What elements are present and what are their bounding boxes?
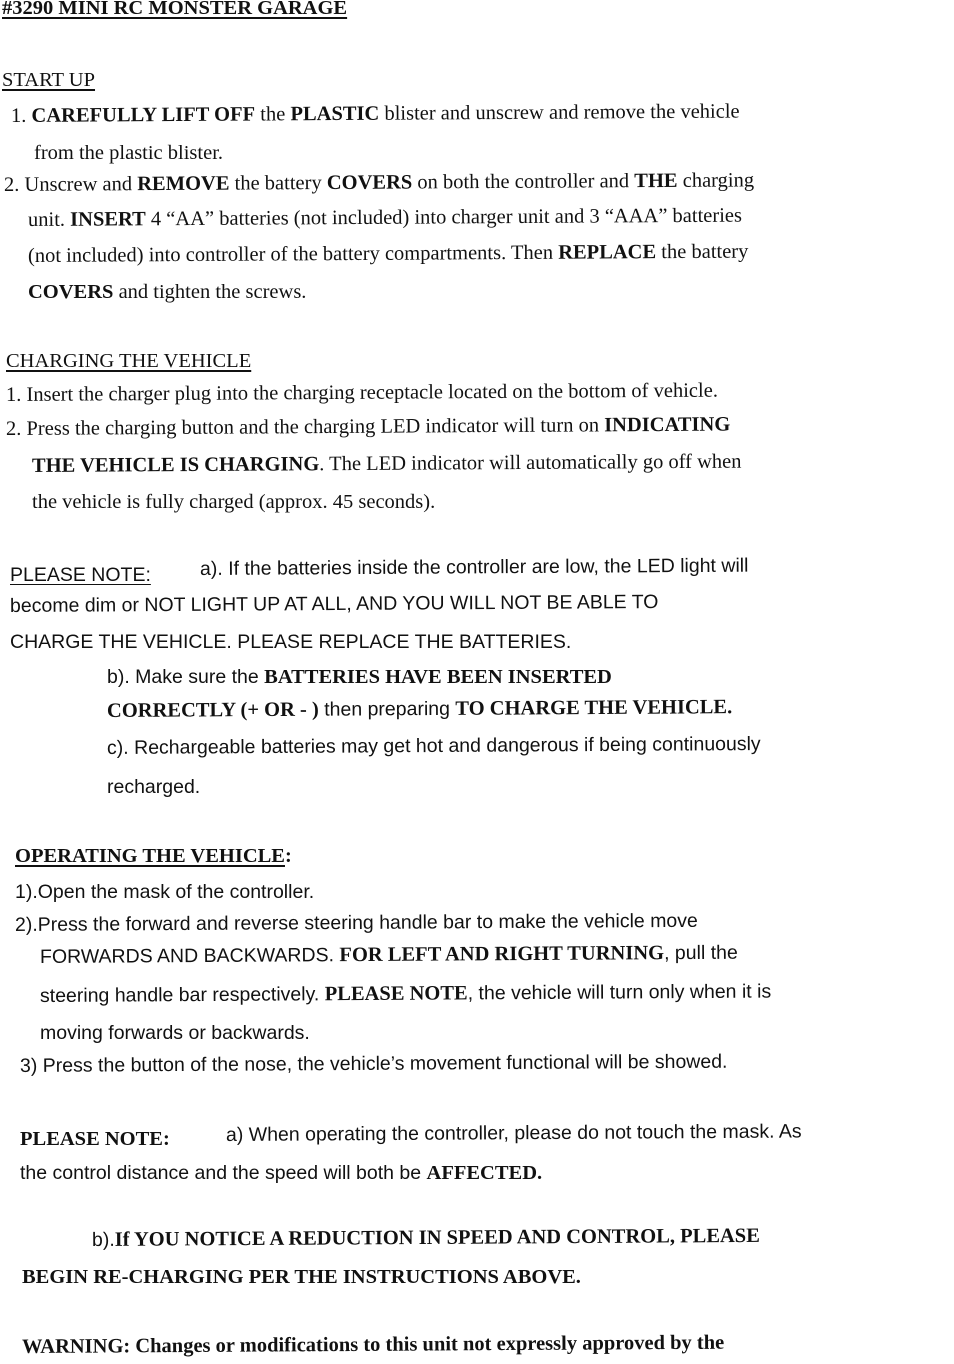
note2-a-line-2: the control distance and the speed will both be AFFECTED. xyxy=(20,1162,543,1184)
operating-item-2-line-3: steering handle bar respectively. PLEASE NOTE, the vehicle will turn only when it is xyxy=(39,980,772,1007)
note1-a-line-1: a). If the batteries inside the controller are low, the LED light will xyxy=(199,554,749,580)
charging-item-1: 1. Insert the charger plug into the charging receptacle located on the bottom of vehicle. xyxy=(5,379,718,406)
startup-item-2-line-1: 2. Unscrew and REMOVE the battery COVERS on both the controller and THE charging xyxy=(3,169,755,196)
note1-b-line-2: CORRECTLY (+ OR - ) then preparing TO CHARGE THE VEHICLE. xyxy=(106,696,733,722)
page-title: #3290 MINI RC MONSTER GARAGE xyxy=(2,0,348,19)
startup-heading: START UP xyxy=(2,69,96,91)
startup-item-1-line-2: from the plastic blister. xyxy=(34,142,224,164)
startup-item-1-line-1: 1. CAREFULLY LIFT OFF the PLASTIC blister and unscrew and remove the vehicle xyxy=(10,100,740,127)
note1-label: PLEASE NOTE: xyxy=(10,564,151,586)
startup-item-2-line-2: unit. INSERT 4 “AA” batteries (not included) into charger unit and 3 “AAA” batteries xyxy=(27,204,743,231)
note2-b-line-1: b).If YOU NOTICE A REDUCTION IN SPEED AND CONTROL, PLEASE xyxy=(91,1224,760,1251)
charging-heading: CHARGING THE VEHICLE xyxy=(6,350,252,372)
operating-item-2-line-4: moving forwards or backwards. xyxy=(40,1022,310,1044)
charging-item-2-line-1: 2. Press the charging button and the charging LED indicator will turn on INDICATING xyxy=(5,413,731,440)
startup-item-2-line-4: COVERS and tighten the screws. xyxy=(28,281,307,303)
startup-item-2-line-3: (not included) into controller of the battery compartments. Then REPLACE the battery xyxy=(27,240,749,267)
charging-item-2-line-3: the vehicle is fully charged (approx. 45 seconds). xyxy=(32,491,436,513)
operating-item-1: 1).Open the mask of the controller. xyxy=(15,881,315,903)
note1-c-line-2: recharged. xyxy=(107,776,201,798)
charging-item-2-line-2: THE VEHICLE IS CHARGING. The LED indicator will automatically go off when xyxy=(31,450,742,477)
operating-item-3: 3) Press the button of the nose, the vehicle’s movement functional will be showed. xyxy=(19,1050,728,1077)
note1-a-line-2: become dim or NOT LIGHT UP AT ALL, AND YOU WILL NOT BE ABLE TO xyxy=(9,591,659,617)
operating-item-2-line-2: FORWARDS AND BACKWARDS. FOR LEFT AND RIGHT TURNING, pull the xyxy=(39,941,738,968)
note2-label: PLEASE NOTE: xyxy=(20,1128,170,1150)
operating-item-2-line-1: 2).Press the forward and reverse steering handle bar to make the vehicle move xyxy=(14,909,698,936)
operating-heading: OPERATING THE VEHICLE: xyxy=(15,845,292,867)
note2-a-line-1: a) When operating the controller, please do not touch the mask. As xyxy=(225,1120,802,1146)
note1-c-line-1: c). Rechargeable batteries may get hot and dangerous if being continuously xyxy=(106,733,761,759)
note1-b-line-1: b). Make sure the BATTERIES HAVE BEEN INSERTED xyxy=(107,666,612,688)
warning-line: WARNING: Changes or modifications to this unit not expressly approved by the xyxy=(21,1331,725,1358)
note2-b-line-2: BEGIN RE-CHARGING PER THE INSTRUCTIONS ABOVE. xyxy=(22,1266,581,1288)
note1-a-line-3: CHARGE THE VEHICLE. PLEASE REPLACE THE BATTERIES. xyxy=(10,631,572,653)
